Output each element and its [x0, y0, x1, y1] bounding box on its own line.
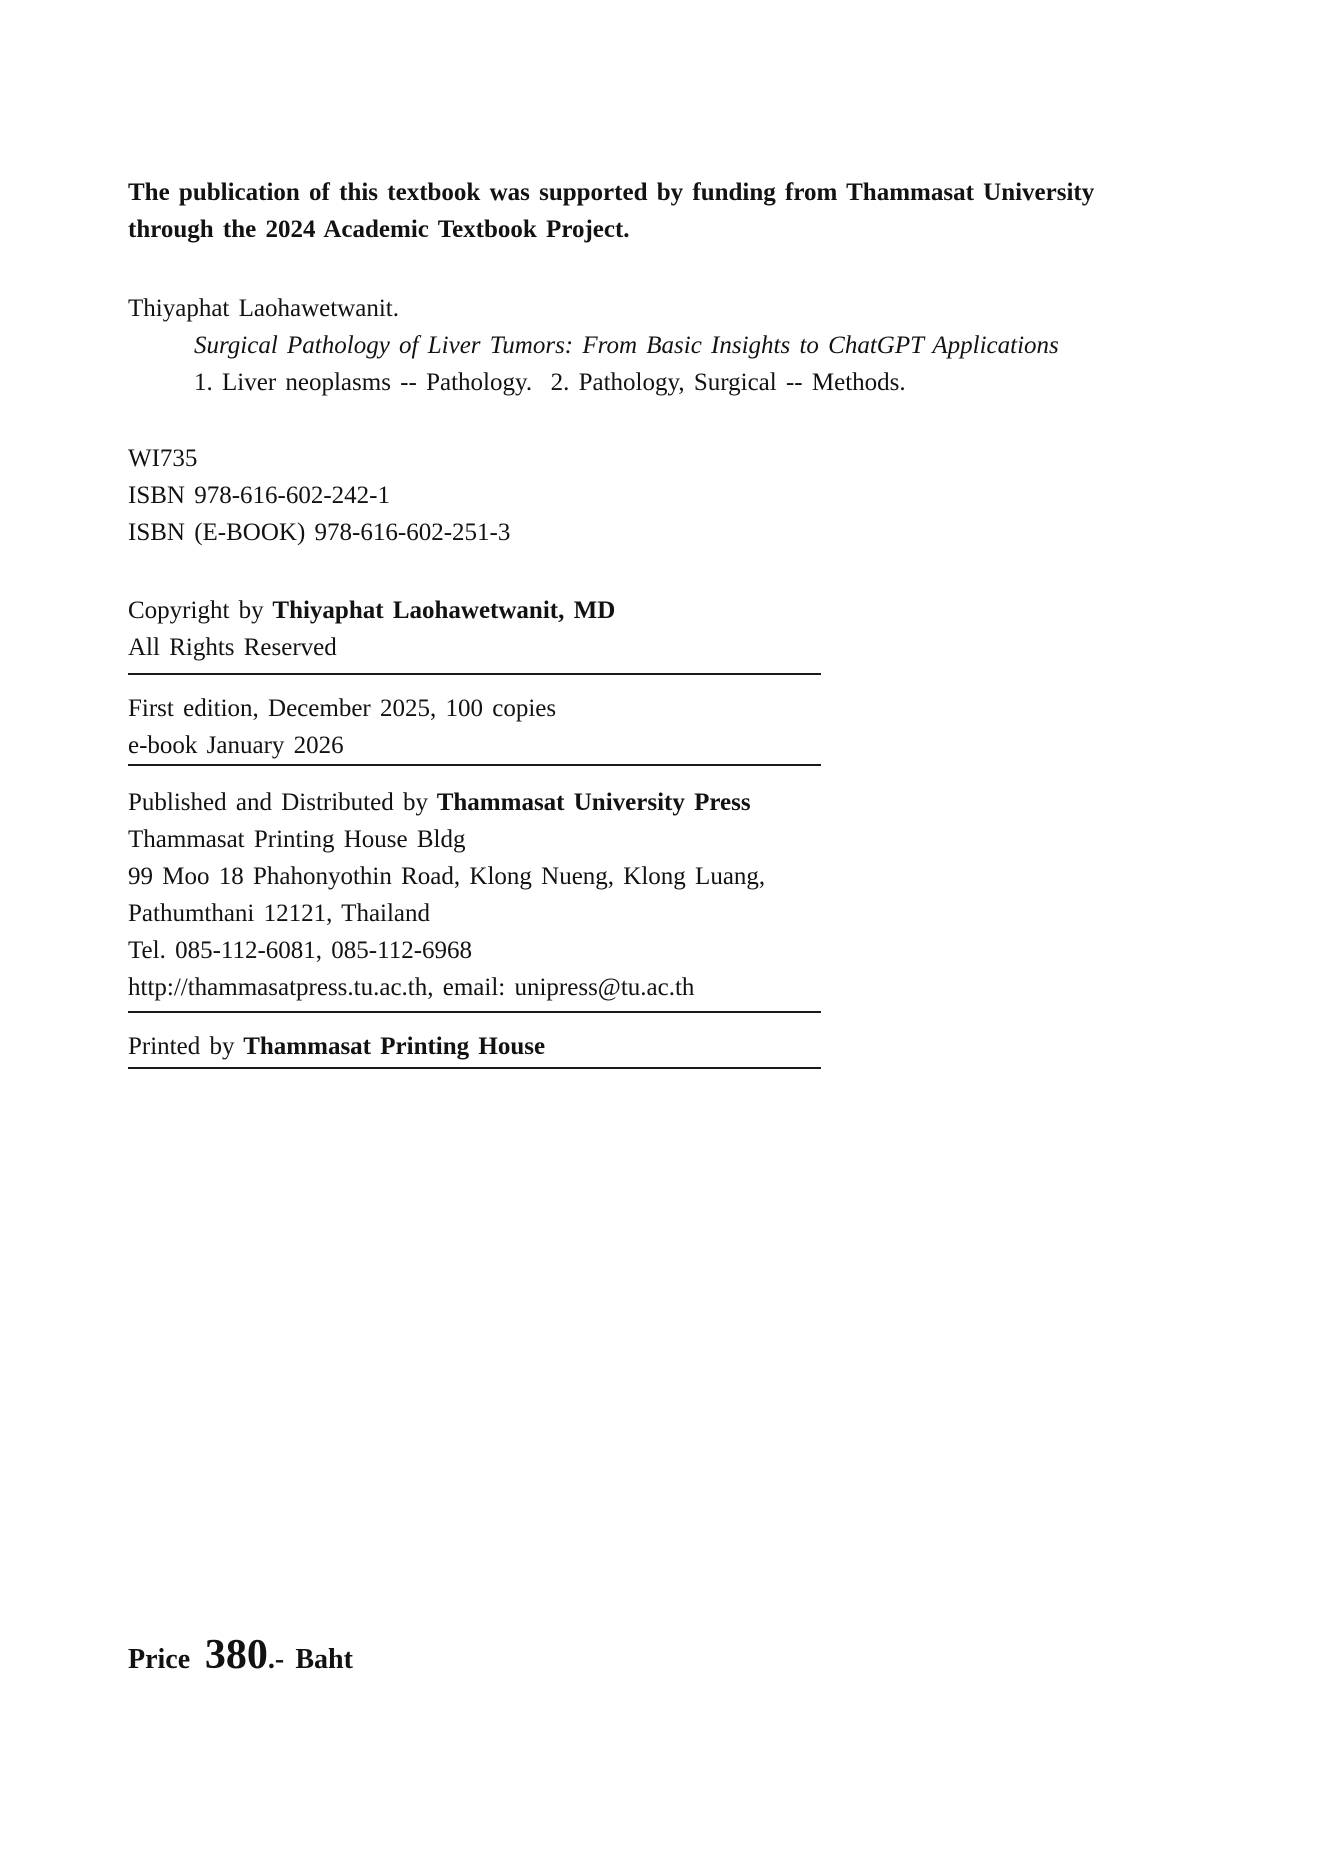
address-line: Pathumthani 12121, Thailand [128, 900, 431, 927]
identifiers-block [128, 440, 1192, 551]
cip-subjects: 1. Liver neoplasms -- Pathology. 2. Pathology, Surgical -- Methods. [194, 369, 906, 396]
address-line: Thammasat Printing House Bldg [128, 826, 466, 853]
copyright-holder: Thiyaphat Laohawetwanit, MD [272, 597, 616, 624]
funding-note [128, 174, 1192, 248]
isbn-ebook: ISBN (E-BOOK) 978-616-602-251-3 [128, 519, 511, 546]
book-title: Surgical Pathology of Liver Tumors: From Basic Insights to ChatGPT Applications [194, 332, 1059, 359]
isbn: ISBN 978-616-602-242-1 [128, 482, 391, 509]
address-line: 99 Moo 18 Phahonyothin Road, Klong Nueng, Klong Luang, [128, 863, 766, 890]
price-currency: Baht [295, 1644, 353, 1675]
publisher-line [128, 784, 1192, 821]
printer-line [128, 1028, 1192, 1065]
divider-1 [128, 673, 821, 675]
divider-3 [128, 1011, 821, 1013]
cataloging-block [128, 290, 1192, 401]
edition-print-line: First edition, December 2025, 100 copies [128, 695, 557, 722]
printer-name: Thammasat Printing House [243, 1033, 546, 1060]
classification-code: WI735 [128, 445, 198, 472]
funding-note-line-2: through the 2024 Academic Textbook Project. [128, 216, 630, 243]
price-line [128, 1630, 1192, 1685]
divider-2 [128, 764, 821, 766]
divider-4 [128, 1067, 821, 1069]
edition-ebook-line: e-book January 2026 [128, 732, 344, 759]
price-label: Price [128, 1644, 191, 1675]
copyright-prefix: Copyright by [128, 597, 264, 624]
cip-author: Thiyaphat Laohawetwanit. [128, 295, 399, 322]
copyright-block [128, 592, 1192, 666]
funding-note-line-1: The publication of this textbook was supported by funding from Thammasat University [128, 179, 1095, 206]
rights-line: All Rights Reserved [128, 634, 337, 661]
printer-prefix: Printed by [128, 1033, 235, 1060]
copyright-line [128, 592, 1192, 629]
publisher-prefix: Published and Distributed by [128, 789, 428, 816]
publisher-name: Thammasat University Press [436, 789, 751, 816]
price-suffix: .- [267, 1644, 285, 1675]
edition-block [128, 690, 1192, 764]
printer-block [128, 1028, 1192, 1065]
website-email-line: http://thammasatpress.tu.ac.th, email: unipress@tu.ac.th [128, 974, 695, 1001]
price-amount: 380 [204, 1632, 268, 1678]
phone-line: Tel. 085-112-6081, 085-112-6968 [128, 937, 473, 964]
publisher-block [128, 784, 1192, 1006]
